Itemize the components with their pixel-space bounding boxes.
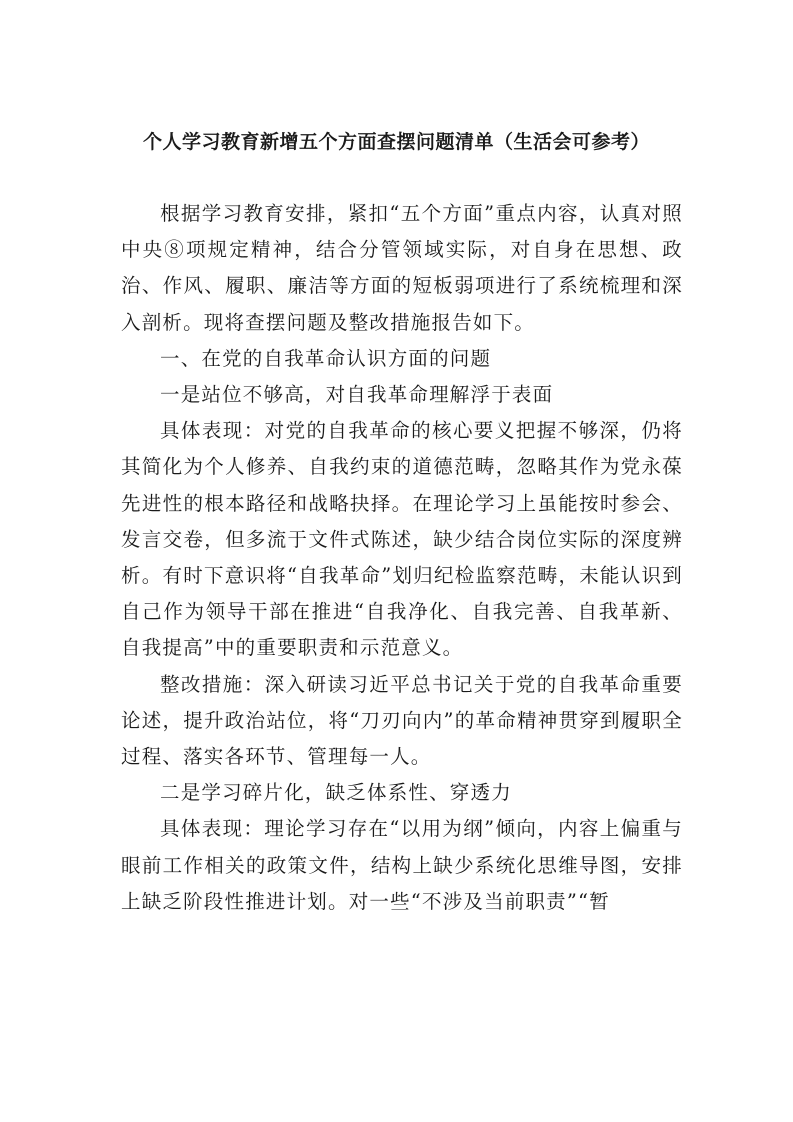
intro-paragraph: 根据学习教育安排，紧扣“五个方面”重点内容，认真对照中央⑧项规定精神，结合分管领域实际，对自身在思想、政治、作风、履职、廉洁等方面的短板弱项进行了系统梳理和深入剖析。现将查摆问题及整改措施报告如下。: [121, 202, 683, 334]
section-heading: 一、在党的自我革命认识方面的问题: [160, 346, 492, 370]
body-paragraph: 具体表现：对党的自我革命的核心要义把握不够深，仍将其简化为个人修养、自我约束的道德范畴，忽略其作为党永葆先进性的根本路径和战略抉择。在理论学习上虽能按时参会、发言交卷，但多流于文件式陈述，缺少结合岗位实际的深度辨析。有时下意识将“自我革命”划归纪检监察范畴，未能认识到自己作为领导干部在推进“自我净化、自我完善、自我革新、自我提高”中的重要职责和示范意义。: [121, 419, 683, 660]
body-paragraph: 整改措施：深入研读习近平总书记关于党的自我革命重要论述，提升政治站位，将“刀刃向内”的革命精神贯穿到履职全过程、落实各环节、管理每一人。: [121, 672, 683, 769]
document-title: 个人学习教育新增五个方面查摆问题清单（生活会可参考）: [142, 131, 650, 153]
subsection-heading: 二是学习碎片化，缺乏体系性、穿透力: [160, 781, 512, 805]
document-body: [121, 196, 683, 920]
body-paragraph: 具体表现：理论学习存在“以用为纲”倾向，内容上偏重与眼前工作相关的政策文件，结构上缺少系统化思维导图，安排上缺乏阶段性推进计划。对一些“不涉及当前职责”“暂: [121, 817, 683, 913]
subsection-heading: 一是站位不够高，对自我革命理解浮于表面: [160, 383, 554, 407]
